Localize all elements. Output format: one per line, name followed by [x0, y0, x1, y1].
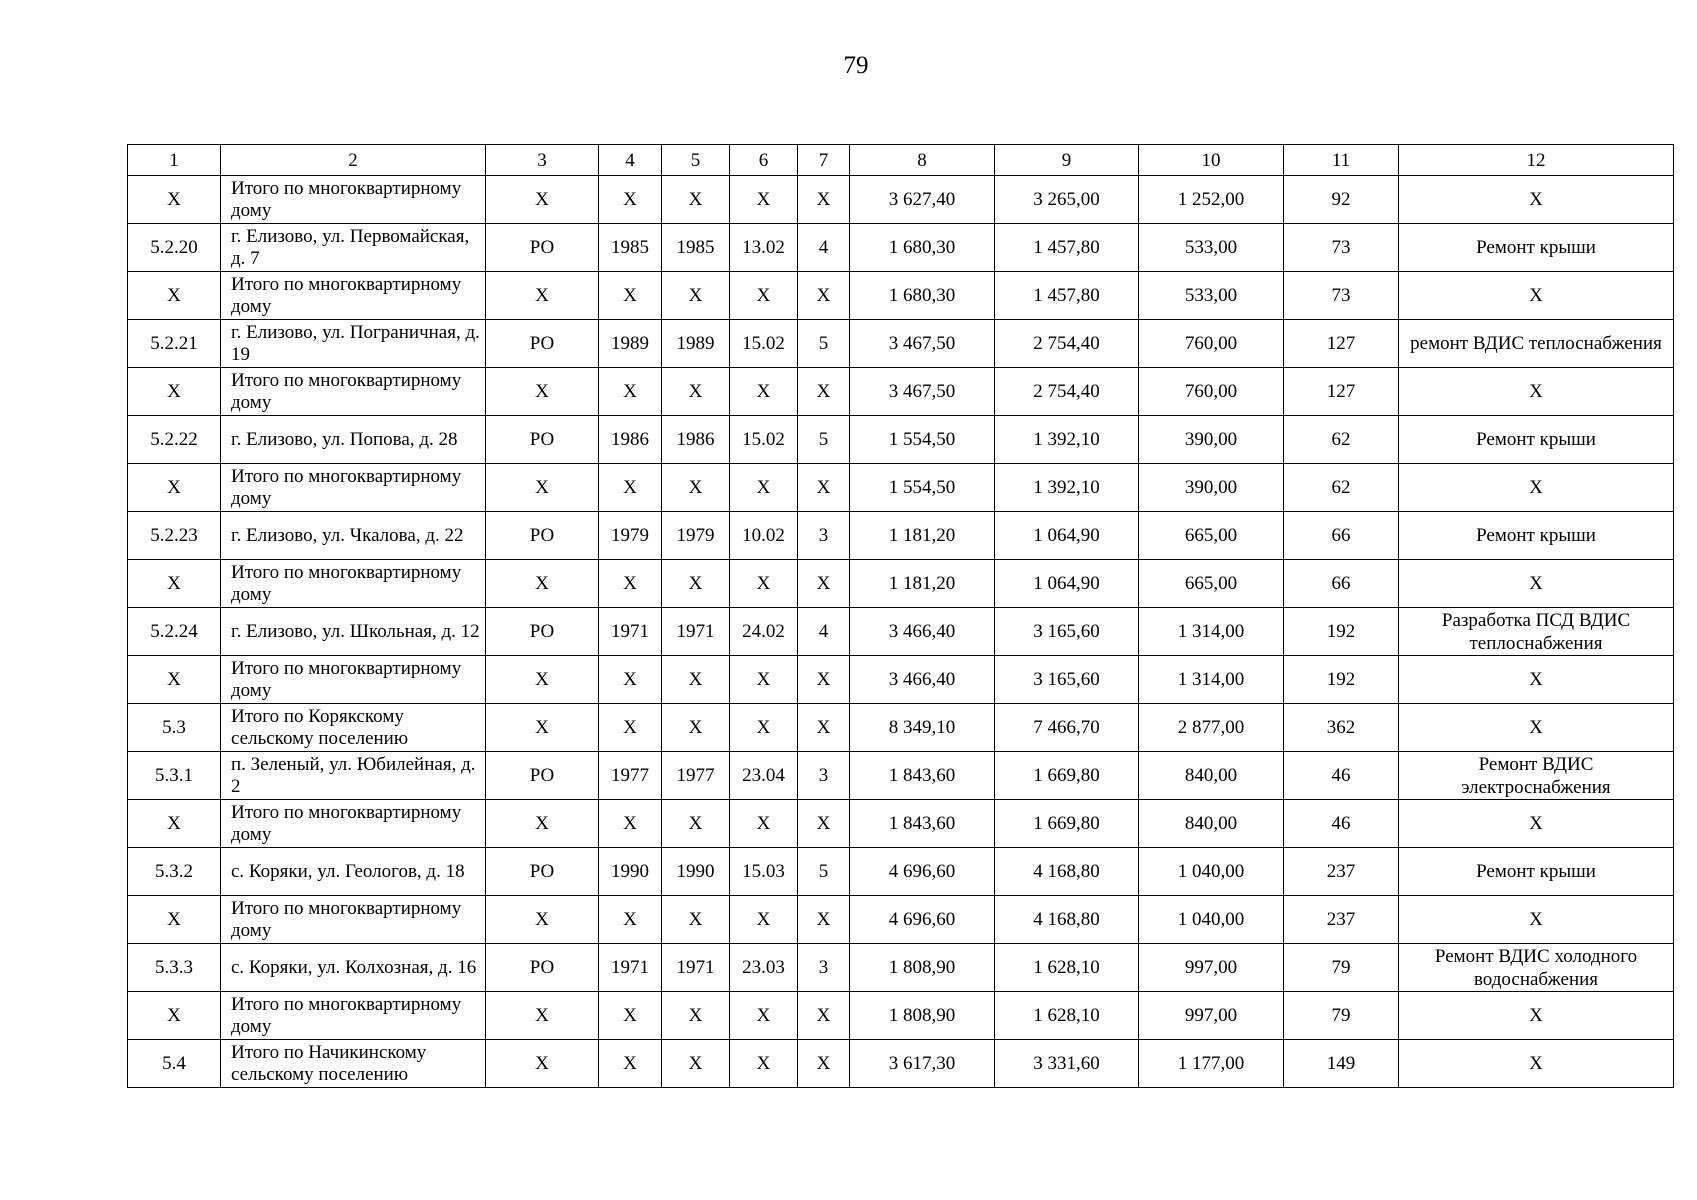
table-cell: Х [486, 368, 599, 416]
table-cell: 1971 [599, 608, 662, 656]
table-cell: Х [730, 272, 798, 320]
table-cell: 1986 [599, 416, 662, 464]
table-cell: 1 040,00 [1139, 896, 1284, 944]
table-cell: 1 314,00 [1139, 656, 1284, 704]
table-cell: РО [486, 608, 599, 656]
table-cell: 1 808,90 [850, 992, 995, 1040]
table-cell: Х [128, 368, 221, 416]
table-cell: 1985 [599, 224, 662, 272]
table-cell: 1971 [662, 944, 730, 992]
table-cell: 1 669,80 [995, 800, 1139, 848]
table-cell: РО [486, 224, 599, 272]
table-cell: Х [128, 560, 221, 608]
table-cell: Х [599, 800, 662, 848]
table-cell: Х [1399, 704, 1674, 752]
table-cell: Х [798, 992, 850, 1040]
table-cell: Х [599, 368, 662, 416]
table-cell: Х [1399, 800, 1674, 848]
table-cell: Итого по многоквартирному дому [221, 464, 486, 512]
table-cell: Х [599, 896, 662, 944]
table-cell: 5.2.21 [128, 320, 221, 368]
table-cell: Х [730, 896, 798, 944]
column-number-header: 4 [599, 145, 662, 176]
table-cell: 5.2.24 [128, 608, 221, 656]
table-cell: 997,00 [1139, 944, 1284, 992]
table-cell: 840,00 [1139, 800, 1284, 848]
table-cell: РО [486, 416, 599, 464]
table-cell: 1990 [599, 848, 662, 896]
table-cell: 3 165,60 [995, 608, 1139, 656]
table-cell: 1 843,60 [850, 752, 995, 800]
table-cell: Х [128, 272, 221, 320]
table-cell: 5.2.23 [128, 512, 221, 560]
table-row [128, 1040, 1674, 1088]
table-cell: Х [486, 1040, 599, 1088]
table-cell: 5.2.20 [128, 224, 221, 272]
table-cell: 5.3.2 [128, 848, 221, 896]
table-cell: Х [730, 992, 798, 1040]
table-cell: 73 [1284, 272, 1399, 320]
table-cell: Ремонт ВДИС электроснабжения [1399, 752, 1674, 800]
column-number-header: 5 [662, 145, 730, 176]
table-cell: 1990 [662, 848, 730, 896]
table-cell: Х [1399, 368, 1674, 416]
table-cell: 5 [798, 848, 850, 896]
table-row [128, 416, 1674, 464]
table-cell: 3 467,50 [850, 320, 995, 368]
table-cell: 533,00 [1139, 272, 1284, 320]
table-cell: 665,00 [1139, 560, 1284, 608]
table-cell: 1989 [599, 320, 662, 368]
table-cell: 3 617,30 [850, 1040, 995, 1088]
table-cell: Х [599, 560, 662, 608]
table-cell: 3 331,60 [995, 1040, 1139, 1088]
table-cell: 8 349,10 [850, 704, 995, 752]
table-cell: 127 [1284, 368, 1399, 416]
table-cell: РО [486, 512, 599, 560]
table-cell: 46 [1284, 752, 1399, 800]
table-cell: 2 754,40 [995, 368, 1139, 416]
table-cell: Х [662, 176, 730, 224]
table-row [128, 656, 1674, 704]
table-cell: Х [662, 464, 730, 512]
column-number-header: 11 [1284, 145, 1399, 176]
table-cell: 3 467,50 [850, 368, 995, 416]
table-cell: Х [128, 656, 221, 704]
table-cell: Х [730, 704, 798, 752]
table-cell: Х [128, 992, 221, 1040]
table-row [128, 560, 1674, 608]
table-cell: 73 [1284, 224, 1399, 272]
table-cell: Ремонт крыши [1399, 416, 1674, 464]
table-cell: 1 314,00 [1139, 608, 1284, 656]
data-table [127, 144, 1674, 1088]
table-cell: г. Елизово, ул. Школьная, д. 12 [221, 608, 486, 656]
table-cell: 1 554,50 [850, 464, 995, 512]
table-cell: 533,00 [1139, 224, 1284, 272]
table-row [128, 224, 1674, 272]
table-cell: 390,00 [1139, 464, 1284, 512]
table-cell: 4 168,80 [995, 896, 1139, 944]
table-cell: Х [662, 368, 730, 416]
table-cell: Х [798, 560, 850, 608]
column-number-header: 8 [850, 145, 995, 176]
table-cell: Итого по многоквартирному дому [221, 992, 486, 1040]
table-cell: Х [486, 896, 599, 944]
table-row [128, 320, 1674, 368]
table-cell: Итого по многоквартирному дому [221, 560, 486, 608]
table-cell: 3 466,40 [850, 608, 995, 656]
table-cell: 1 181,20 [850, 560, 995, 608]
table-cell: 7 466,70 [995, 704, 1139, 752]
table-cell: Х [1399, 656, 1674, 704]
table-cell: Х [798, 704, 850, 752]
table-cell: 5 [798, 320, 850, 368]
table-row [128, 464, 1674, 512]
table-cell: Х [1399, 272, 1674, 320]
page-number: 79 [843, 52, 869, 79]
table-cell: Х [662, 800, 730, 848]
table-cell: 4 [798, 224, 850, 272]
table-cell: Х [486, 704, 599, 752]
table-cell: Х [128, 800, 221, 848]
table-cell: Х [662, 1040, 730, 1088]
table-row [128, 512, 1674, 560]
column-number-header: 6 [730, 145, 798, 176]
table-cell: Х [1399, 176, 1674, 224]
table-cell: 2 754,40 [995, 320, 1139, 368]
table-cell: 5.2.22 [128, 416, 221, 464]
table-cell: Итого по многоквартирному дому [221, 368, 486, 416]
table-row [128, 896, 1674, 944]
table-cell: 1985 [662, 224, 730, 272]
table-cell: Ремонт крыши [1399, 848, 1674, 896]
table-cell: Х [1399, 992, 1674, 1040]
table-cell: 1 252,00 [1139, 176, 1284, 224]
table-cell: 79 [1284, 944, 1399, 992]
table-cell: РО [486, 944, 599, 992]
table-cell: 62 [1284, 464, 1399, 512]
table-cell: 1977 [662, 752, 730, 800]
table-cell: Итого по многоквартирному дому [221, 656, 486, 704]
table-cell: 997,00 [1139, 992, 1284, 1040]
table-row [128, 608, 1674, 656]
table-cell: 1986 [662, 416, 730, 464]
table-cell: Х [599, 992, 662, 1040]
table-cell: Х [599, 656, 662, 704]
table-cell: 1 064,90 [995, 512, 1139, 560]
table-cell: Ремонт крыши [1399, 512, 1674, 560]
table-cell: 760,00 [1139, 368, 1284, 416]
table-cell: г. Елизово, ул. Попова, д. 28 [221, 416, 486, 464]
table-cell: Х [662, 560, 730, 608]
table-cell: 3 265,00 [995, 176, 1139, 224]
table-cell: 3 466,40 [850, 656, 995, 704]
table-cell: Ремонт ВДИС холодного водоснабжения [1399, 944, 1674, 992]
table-cell: Х [486, 176, 599, 224]
table-cell: 62 [1284, 416, 1399, 464]
table-row [128, 848, 1674, 896]
table-cell: с. Коряки, ул. Геологов, д. 18 [221, 848, 486, 896]
column-number-header: 1 [128, 145, 221, 176]
table-cell: 1 669,80 [995, 752, 1139, 800]
column-number-header: 7 [798, 145, 850, 176]
table-cell: п. Зеленый, ул. Юбилейная, д. 2 [221, 752, 486, 800]
table-cell: 1 392,10 [995, 464, 1139, 512]
table-row [128, 272, 1674, 320]
table-cell: 1979 [662, 512, 730, 560]
table-cell: 79 [1284, 992, 1399, 1040]
table-cell: Х [730, 1040, 798, 1088]
table-cell: 1 040,00 [1139, 848, 1284, 896]
table-cell: 1 680,30 [850, 224, 995, 272]
table-cell: РО [486, 848, 599, 896]
table-cell: 10.02 [730, 512, 798, 560]
table-cell: Итого по многоквартирному дому [221, 272, 486, 320]
table-cell: Итого по многоквартирному дому [221, 896, 486, 944]
table-cell: 1 843,60 [850, 800, 995, 848]
table-cell: Х [599, 176, 662, 224]
table-cell: Х [486, 800, 599, 848]
table-cell: Х [798, 176, 850, 224]
table-cell: Х [486, 272, 599, 320]
table-cell: Х [1399, 1040, 1674, 1088]
header-row [128, 145, 1674, 176]
table-cell: 127 [1284, 320, 1399, 368]
table-cell: 24.02 [730, 608, 798, 656]
table-cell: 1 177,00 [1139, 1040, 1284, 1088]
table-cell: 362 [1284, 704, 1399, 752]
table-cell: Х [730, 656, 798, 704]
table-cell: Х [599, 272, 662, 320]
table-cell: Х [486, 656, 599, 704]
table-cell: Х [730, 560, 798, 608]
table-cell: Х [599, 704, 662, 752]
table-cell: 237 [1284, 848, 1399, 896]
table-cell: 192 [1284, 656, 1399, 704]
table-cell: 4 [798, 608, 850, 656]
table-cell: 1971 [599, 944, 662, 992]
table-cell: Х [662, 896, 730, 944]
table-cell: Х [798, 368, 850, 416]
table-cell: Х [128, 464, 221, 512]
table-cell: Итого по многоквартирному дому [221, 800, 486, 848]
column-number-header: 9 [995, 145, 1139, 176]
table-cell: Х [599, 464, 662, 512]
table-cell: Х [1399, 560, 1674, 608]
table-cell: 840,00 [1139, 752, 1284, 800]
table-row [128, 752, 1674, 800]
table-cell: Ремонт крыши [1399, 224, 1674, 272]
table-cell: 3 165,60 [995, 656, 1139, 704]
table-cell: Х [798, 656, 850, 704]
table-cell: г. Елизово, ул. Пограничная, д. 19 [221, 320, 486, 368]
table-cell: Х [798, 1040, 850, 1088]
table-cell: 1 628,10 [995, 944, 1139, 992]
table-cell: Х [798, 464, 850, 512]
table-cell: ремонт ВДИС теплоснабжения [1399, 320, 1674, 368]
table-cell: Х [730, 464, 798, 512]
table-cell: 5.3.3 [128, 944, 221, 992]
table-cell: 4 696,60 [850, 896, 995, 944]
table-cell: 237 [1284, 896, 1399, 944]
table-cell: 23.03 [730, 944, 798, 992]
table-cell: Х [798, 896, 850, 944]
table-cell: Х [128, 896, 221, 944]
table-cell: 4 696,60 [850, 848, 995, 896]
table-cell: 15.02 [730, 416, 798, 464]
table-body [128, 145, 1674, 1088]
table-cell: Х [730, 800, 798, 848]
table-row [128, 944, 1674, 992]
table-cell: 1977 [599, 752, 662, 800]
table-cell: Х [128, 176, 221, 224]
table-cell: 92 [1284, 176, 1399, 224]
table-cell: 192 [1284, 608, 1399, 656]
table-cell: 1 628,10 [995, 992, 1139, 1040]
table-cell: 15.02 [730, 320, 798, 368]
table-cell: 66 [1284, 512, 1399, 560]
table-cell: Х [662, 272, 730, 320]
table-cell: 1 392,10 [995, 416, 1139, 464]
column-number-header: 3 [486, 145, 599, 176]
table-cell: 3 [798, 512, 850, 560]
table-cell: Х [798, 800, 850, 848]
table-cell: 1 457,80 [995, 224, 1139, 272]
table-cell: 3 [798, 752, 850, 800]
table-cell: 3 627,40 [850, 176, 995, 224]
table-cell: Х [662, 656, 730, 704]
table-cell: Разработка ПСД ВДИС теплоснабжения [1399, 608, 1674, 656]
table-cell: 390,00 [1139, 416, 1284, 464]
table-cell: 1 680,30 [850, 272, 995, 320]
table-row [128, 176, 1674, 224]
table-cell: 4 168,80 [995, 848, 1139, 896]
table-cell: Итого по Корякскому сельскому поселению [221, 704, 486, 752]
table-cell: с. Коряки, ул. Колхозная, д. 16 [221, 944, 486, 992]
table-cell: 1989 [662, 320, 730, 368]
table-cell: 66 [1284, 560, 1399, 608]
table-cell: Итого по Начикинскому сельскому поселению [221, 1040, 486, 1088]
table-cell: 760,00 [1139, 320, 1284, 368]
table-cell: 665,00 [1139, 512, 1284, 560]
table-cell: 1979 [599, 512, 662, 560]
table-cell: 1 181,20 [850, 512, 995, 560]
table-cell: Х [599, 1040, 662, 1088]
table-cell: 1 457,80 [995, 272, 1139, 320]
column-number-header: 10 [1139, 145, 1284, 176]
table-cell: 1 808,90 [850, 944, 995, 992]
table-row [128, 704, 1674, 752]
table-row [128, 992, 1674, 1040]
table-cell: Х [486, 992, 599, 1040]
table-cell: Х [662, 704, 730, 752]
table-cell: 1 554,50 [850, 416, 995, 464]
table-cell: Х [730, 368, 798, 416]
table-cell: 3 [798, 944, 850, 992]
table-cell: 5.4 [128, 1040, 221, 1088]
table-cell: РО [486, 320, 599, 368]
table-row [128, 368, 1674, 416]
table-cell: 5.3.1 [128, 752, 221, 800]
table-cell: Х [486, 560, 599, 608]
table-cell: 15.03 [730, 848, 798, 896]
table-cell: 1971 [662, 608, 730, 656]
table-cell: 23.04 [730, 752, 798, 800]
column-number-header: 2 [221, 145, 486, 176]
column-number-header: 12 [1399, 145, 1674, 176]
table-cell: 149 [1284, 1040, 1399, 1088]
table-cell: Х [730, 176, 798, 224]
table-cell: г. Елизово, ул. Чкалова, д. 22 [221, 512, 486, 560]
table-cell: г. Елизово, ул. Первомайская, д. 7 [221, 224, 486, 272]
table-cell: Х [1399, 896, 1674, 944]
table-row [128, 800, 1674, 848]
table-cell: 5.3 [128, 704, 221, 752]
table-cell: 5 [798, 416, 850, 464]
table-cell: Итого по многоквартирному дому [221, 176, 486, 224]
table-cell: Х [1399, 464, 1674, 512]
table-cell: 13.02 [730, 224, 798, 272]
table-cell: 2 877,00 [1139, 704, 1284, 752]
table-cell: 46 [1284, 800, 1399, 848]
table-cell: РО [486, 752, 599, 800]
table-cell: Х [798, 272, 850, 320]
table-cell: Х [486, 464, 599, 512]
table-cell: Х [662, 992, 730, 1040]
table-cell: 1 064,90 [995, 560, 1139, 608]
